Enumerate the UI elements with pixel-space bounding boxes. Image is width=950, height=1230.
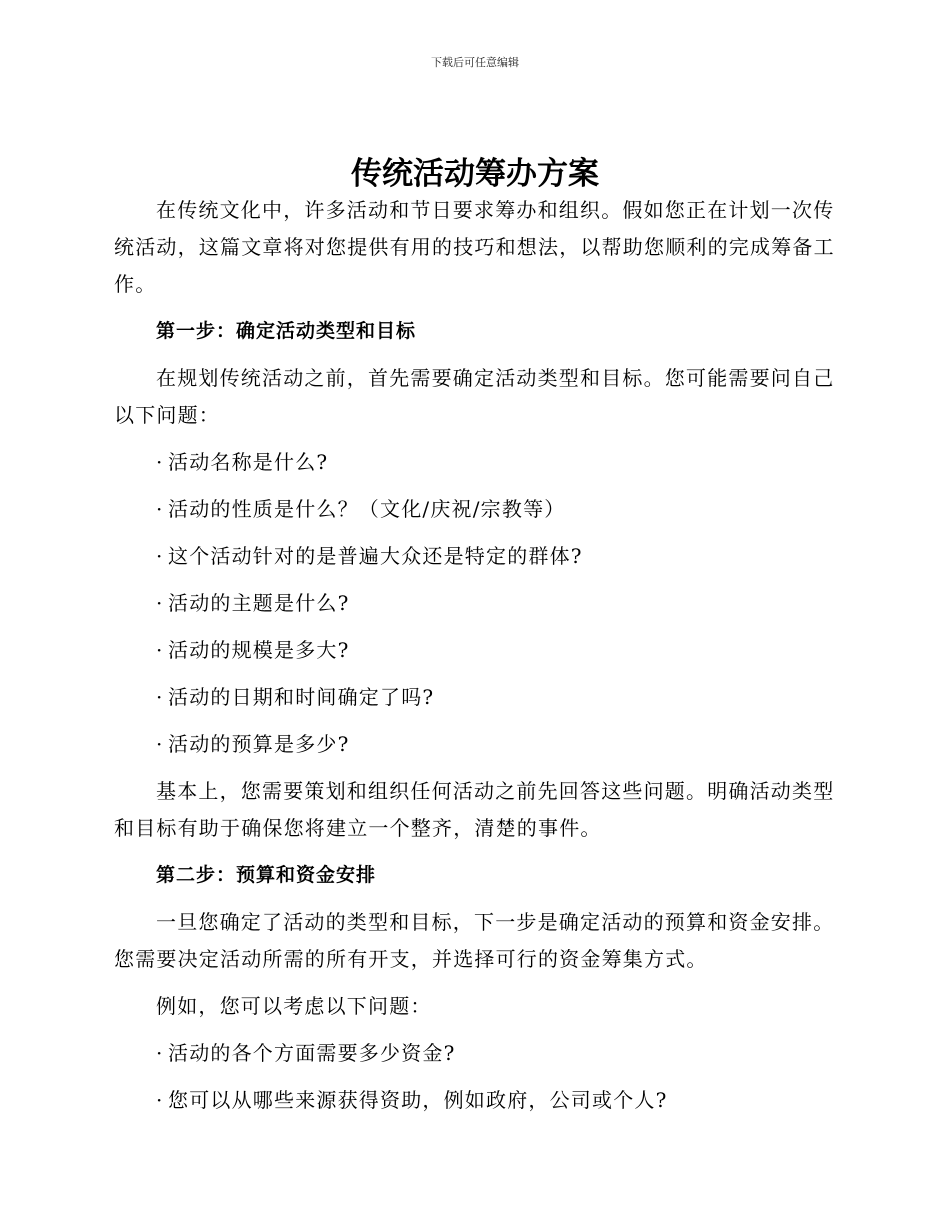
list-item [114, 444, 836, 481]
bullet-marker: · [156, 638, 164, 662]
page-header-note: 下载后可任意编辑 [431, 56, 519, 69]
list-item [114, 632, 836, 669]
bullet-marker: · [156, 544, 164, 568]
list-item-text: 活动的各个方面需要多少资金? [168, 1041, 456, 1065]
list-item [114, 1035, 836, 1072]
bullet-marker: · [156, 1041, 164, 1065]
bullet-marker: · [156, 1088, 164, 1112]
list-item-text: 活动的性质是什么？（文化/庆祝/宗教等） [168, 497, 566, 521]
step1-heading: 第一步：确定活动类型和目标 [156, 320, 417, 342]
list-item-text: 活动名称是什么? [168, 450, 329, 474]
list-item-text: 这个活动针对的是普遍大众还是特定的群体? [168, 544, 583, 568]
list-item-text: 活动的预算是多少? [168, 732, 350, 756]
bullet-marker: · [156, 497, 164, 521]
list-item-text: 活动的主题是什么? [168, 591, 350, 615]
list-item [114, 585, 836, 622]
step2-example-line: 例如，您可以考虑以下问题： [156, 994, 432, 1018]
list-item-text: 活动的规模是多大? [168, 638, 350, 662]
list-item [114, 1082, 836, 1119]
list-item [114, 491, 836, 528]
bullet-marker: · [156, 450, 164, 474]
document-body [114, 192, 836, 1129]
step1-question-list [114, 444, 836, 763]
bullet-marker: · [156, 685, 164, 709]
bullet-marker: · [156, 591, 164, 615]
list-item [114, 679, 836, 716]
bullet-marker: · [156, 732, 164, 756]
step1-summary-paragraph: 基本上，您需要策划和组织任何活动之前先回答这些问题。明确活动类型和目标有助于确保您将建立一个整齐，清楚的事件。 [114, 779, 835, 840]
list-item [114, 726, 836, 763]
list-item-text: 活动的日期和时间确定了吗? [168, 685, 435, 709]
step2-question-list [114, 1035, 836, 1119]
step2-heading: 第二步：预算和资金安排 [156, 864, 377, 886]
step1-paragraph: 在规划传统活动之前，首先需要确定活动类型和目标。您可能需要问自己以下问题： [114, 366, 835, 427]
document-title: 传统活动筹办方案 [351, 156, 599, 192]
list-item-text: 您可以从哪些来源获得资助，例如政府，公司或个人? [168, 1088, 668, 1112]
intro-paragraph: 在传统文化中，许多活动和节日要求筹办和组织。假如您正在计划一次传统活动，这篇文章将对您提供有用的技巧和想法，以帮助您顺利的完成筹备工作。 [114, 198, 835, 296]
list-item [114, 538, 836, 575]
step2-paragraph: 一旦您确定了活动的类型和目标，下一步是确定活动的预算和资金安排。您需要决定活动所需的所有开支，并选择可行的资金筹集方式。 [114, 910, 835, 971]
